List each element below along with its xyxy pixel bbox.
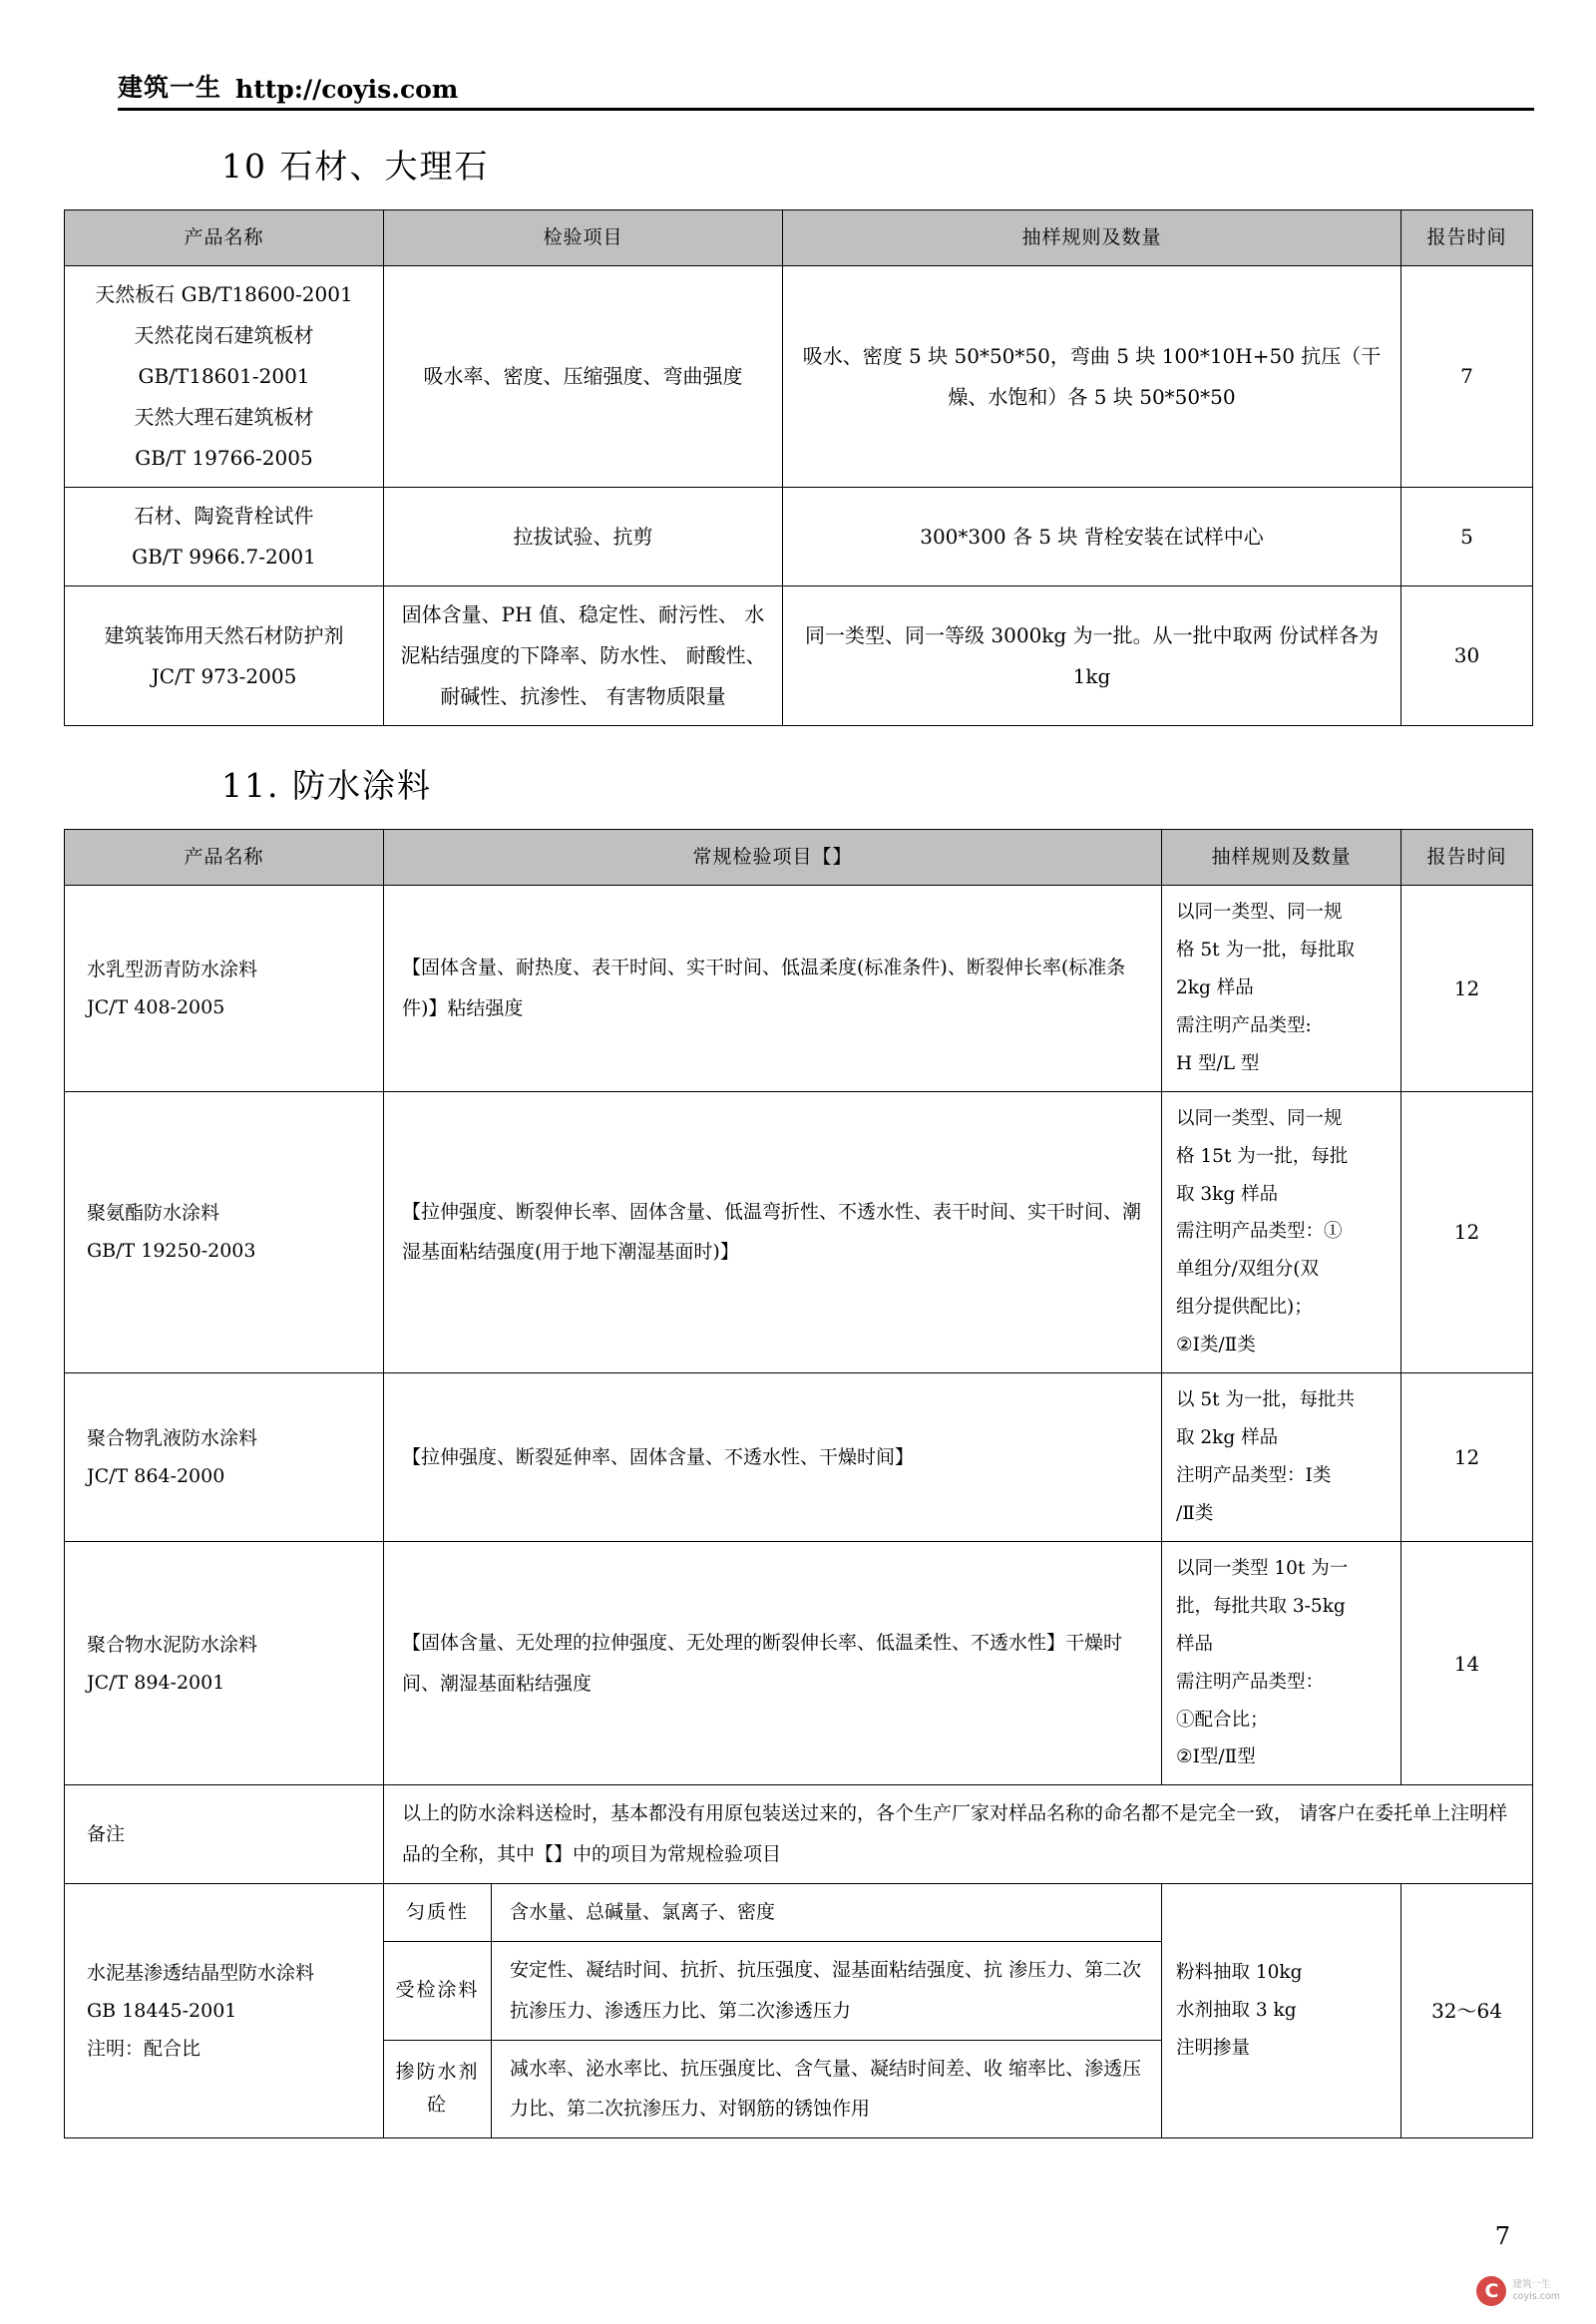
item-line: 有害物质限量 bbox=[605, 684, 726, 709]
rule-line: 2kg 样品 bbox=[1176, 976, 1254, 998]
cell-sampling-rule bbox=[783, 488, 1401, 586]
watermark-line-2: coyis.com bbox=[1512, 2291, 1560, 2302]
cell-subitems-tested-coating bbox=[492, 1941, 1162, 2040]
table-waterproof-coating bbox=[64, 829, 1533, 2138]
cell-subitems-admixture-concrete bbox=[492, 2040, 1162, 2138]
rule-line: 格 5t 为一批，每批取 bbox=[1176, 940, 1355, 962]
table-row-crystalline bbox=[65, 1884, 1533, 1942]
rule-line: ②Ⅰ型/Ⅱ型 bbox=[1176, 1746, 1256, 1768]
table-row bbox=[65, 586, 1533, 726]
rule-line: 以同一类型、同一规 bbox=[1176, 902, 1343, 924]
rule-line: 300*300 各 5 块 背栓安装在试样中心 bbox=[920, 524, 1264, 549]
column-header-sampling: 抽样规则及数量 bbox=[1162, 830, 1401, 886]
cell-product-name bbox=[65, 266, 384, 488]
table-row bbox=[65, 488, 1533, 586]
rule-line: 注明掺量 bbox=[1176, 2038, 1251, 2060]
cell-product-name bbox=[65, 1373, 384, 1542]
product-line: JC/T 864-2000 bbox=[87, 1465, 225, 1487]
product-line: 天然板石 GB/T18600-2001 bbox=[95, 282, 353, 307]
product-line: 石材、陶瓷背栓试件 bbox=[134, 504, 314, 529]
cell-inspection-items: 【拉伸强度、断裂伸长率、固体含量、低温弯折性、不透水性、表干时间、实干时间、潮湿基面粘结强度(用于地下潮湿基面时)】 bbox=[384, 1091, 1162, 1372]
rule-line: 以同一类型 10t 为一 bbox=[1176, 1557, 1349, 1579]
site-brand: 建筑一生 bbox=[118, 73, 222, 102]
rule-line: 以同一类型、同一规 bbox=[1176, 1107, 1343, 1129]
rule-line: 格 15t 为一批，每批 bbox=[1176, 1145, 1349, 1167]
cell-sampling-rule bbox=[1162, 1373, 1401, 1542]
cell-product-name bbox=[65, 488, 384, 586]
item-line: 安定性、凝结时间、抗折、抗压强度、湿基面粘结强度、抗 bbox=[510, 1958, 1003, 1981]
cell-sampling-rule bbox=[1162, 886, 1401, 1092]
rule-line: 需注明产品类型： bbox=[1176, 1671, 1325, 1693]
section-title-stone: 10 石材、大理石 bbox=[221, 147, 490, 186]
cell-sampling-rule bbox=[1162, 1541, 1401, 1785]
table-row bbox=[65, 1541, 1533, 1785]
document-page bbox=[0, 68, 1596, 2324]
rule-line: 以 5t 为一批，每批共 bbox=[1176, 1389, 1355, 1411]
product-line: 建筑装饰用天然石材防护剂 bbox=[104, 622, 344, 647]
table-row bbox=[65, 266, 1533, 488]
site-url: http://coyis.com bbox=[235, 75, 459, 104]
product-line: 水乳型沥青防水涂料 bbox=[87, 958, 258, 980]
product-line: 聚合物水泥防水涂料 bbox=[87, 1633, 258, 1656]
watermark bbox=[1476, 2276, 1560, 2306]
cell-report-days: 14 bbox=[1401, 1541, 1533, 1785]
rule-line: 批，每批共取 3-5kg bbox=[1176, 1595, 1346, 1617]
rule-line: 抗压（干燥、水饱和）各 5 块 50*50*50 bbox=[948, 343, 1382, 409]
rule-line: ①配合比； bbox=[1176, 1709, 1269, 1731]
cell-report-days: 5 bbox=[1401, 488, 1533, 586]
rule-line: 注明产品类型：Ⅰ类 bbox=[1176, 1465, 1332, 1486]
rule-line: 取 3kg 样品 bbox=[1176, 1183, 1279, 1205]
product-line: GB/T 19250-2003 bbox=[87, 1240, 256, 1263]
page-number: 7 bbox=[1494, 2222, 1510, 2250]
watermark-text bbox=[1512, 2279, 1560, 2303]
product-line: GB/T18601-2001 bbox=[138, 364, 310, 389]
rule-line: 水剂抽取 3 kg bbox=[1176, 2000, 1297, 2022]
cell-report-days: 32～64 bbox=[1401, 1884, 1533, 2138]
cell-inspection-items: 【拉伸强度、断裂延伸率、固体含量、不透水性、干燥时间】 bbox=[384, 1373, 1162, 1542]
item-line: 缩率比、渗透压力比、第二次抗渗压力、对钢筋的锈蚀作用 bbox=[510, 2057, 1142, 2121]
cell-sampling-rule bbox=[1162, 1884, 1401, 2138]
note-line: 以上的防水涂料送检时，基本都没有用原包装送过来的，各个生产厂家对样品名称的命名都不是完全一致， bbox=[402, 1802, 1294, 1825]
table-header-row bbox=[65, 210, 1533, 266]
product-line: JC/T 894-2001 bbox=[87, 1671, 225, 1694]
table-stone-marble bbox=[64, 209, 1533, 726]
rule-line: 粉料抽取 10kg bbox=[1176, 1962, 1303, 1984]
rule-line: 单组分/双组分(双 bbox=[1176, 1259, 1319, 1281]
product-line: JC/T 973-2005 bbox=[151, 663, 297, 688]
item-line: 含水量、总碱量、氯离子、密度 bbox=[510, 1901, 776, 1924]
cell-inspection-items: 【固体含量、耐热度、表干时间、实干时间、低温柔度(标准条件)、断裂伸长率(标准条件)】粘结强度 bbox=[384, 886, 1162, 1092]
rule-line: 同一类型、同一等级 3000kg 为一批。从一批中取两 bbox=[805, 622, 1273, 647]
rule-line: 组分提供配比)； bbox=[1176, 1297, 1313, 1319]
cell-inspection-items: 【固体含量、无处理的拉伸强度、无处理的断裂伸长率、低温柔性、不透水性】干燥时间、潮湿基面粘结强度 bbox=[384, 1541, 1162, 1785]
product-line: GB/T 9966.7-2001 bbox=[132, 545, 316, 570]
cell-report-days: 12 bbox=[1401, 886, 1533, 1092]
cell-product-name bbox=[65, 586, 384, 726]
item-line: 固体含量、PH 值、稳定性、耐污性、 bbox=[401, 602, 738, 627]
cell-sampling-rule bbox=[783, 586, 1401, 726]
product-line: 水泥基渗透结晶型防水涂料 bbox=[87, 1962, 315, 1985]
column-header-product: 产品名称 bbox=[65, 210, 384, 266]
product-line: 天然花岗石建筑板材 bbox=[134, 323, 314, 348]
section-title-waterproof-coating: 11. 防水涂料 bbox=[221, 766, 432, 806]
rule-line: 需注明产品类型：① bbox=[1176, 1221, 1343, 1243]
product-line: 天然大理石建筑板材 bbox=[134, 405, 314, 430]
product-line: GB/T 19766-2005 bbox=[135, 446, 313, 471]
column-header-items: 常规检验项目【】 bbox=[384, 830, 1162, 886]
table-row bbox=[65, 1373, 1533, 1542]
item-line: 水泥粘结强度的下降率、防水性、 bbox=[400, 602, 765, 668]
table-row bbox=[65, 1091, 1533, 1372]
item-line: 耐酸性、耐碱性、抗渗性、 bbox=[440, 643, 766, 709]
column-header-product: 产品名称 bbox=[65, 830, 384, 886]
cell-product-name bbox=[65, 1091, 384, 1372]
rule-line: H 型/L 型 bbox=[1176, 1052, 1260, 1074]
rule-line: 取 2kg 样品 bbox=[1176, 1427, 1279, 1449]
table-header-row bbox=[65, 830, 1533, 886]
cell-inspection-items: 吸水率、密度、压缩强度、弯曲强度 bbox=[384, 266, 783, 488]
rule-line: 份试样各为 1kg bbox=[1072, 622, 1379, 688]
rule-line: ②Ⅰ类/Ⅱ类 bbox=[1176, 1335, 1256, 1356]
product-line: GB 18445-2001 bbox=[87, 2000, 237, 2023]
cell-sampling-rule bbox=[783, 266, 1401, 488]
cell-inspection-items: 拉拔试验、抗剪 bbox=[384, 488, 783, 586]
cell-inspection-items bbox=[384, 586, 783, 726]
cell-report-days: 12 bbox=[1401, 1091, 1533, 1372]
cell-sampling-rule bbox=[1162, 1091, 1401, 1372]
cell-subcategory-admixture-concrete: 掺防水剂砼 bbox=[384, 2040, 492, 2138]
table-row-note bbox=[65, 1785, 1533, 1884]
cell-report-days: 12 bbox=[1401, 1373, 1533, 1542]
cell-report-days: 30 bbox=[1401, 586, 1533, 726]
rule-line: 吸水、密度 5 块 50*50*50，弯曲 5 块 100*10H+50 bbox=[802, 343, 1295, 368]
cell-report-days: 7 bbox=[1401, 266, 1533, 488]
cell-subitems-uniformity bbox=[492, 1884, 1162, 1942]
product-line: 聚合物乳液防水涂料 bbox=[87, 1427, 258, 1449]
column-header-sampling: 抽样规则及数量 bbox=[783, 210, 1401, 266]
cell-product-name bbox=[65, 886, 384, 1092]
product-line: JC/T 408-2005 bbox=[87, 995, 225, 1018]
table-row bbox=[65, 886, 1533, 1092]
product-line: 注明：配合比 bbox=[87, 2038, 201, 2061]
cell-note-body bbox=[384, 1785, 1533, 1884]
note-line: 请客户在委托单上注明样品的全称，其中【】中的项目为常规检验项目 bbox=[402, 1802, 1508, 1866]
column-header-report-time: 报告时间 bbox=[1401, 210, 1533, 266]
column-header-items: 检验项目 bbox=[384, 210, 783, 266]
site-header bbox=[118, 68, 1534, 111]
rule-line: 需注明产品类型: bbox=[1176, 1014, 1312, 1036]
rule-line: 样品 bbox=[1176, 1633, 1214, 1655]
cell-product-name bbox=[65, 1884, 384, 2138]
item-line: 减水率、泌水率比、抗压强度比、含气量、凝结时间差、收 bbox=[510, 2057, 1003, 2080]
product-line: 聚氨酯防水涂料 bbox=[87, 1202, 220, 1225]
watermark-line-1: 建筑一生 bbox=[1512, 2279, 1551, 2291]
cell-subcategory-tested-coating: 受检涂料 bbox=[384, 1941, 492, 2040]
column-header-report-time: 报告时间 bbox=[1401, 830, 1533, 886]
cell-note-label: 备注 bbox=[65, 1785, 384, 1884]
item-line: 渗压力、第二次抗渗压力、渗透压力比、第二次渗透压力 bbox=[510, 1958, 1142, 2022]
cell-subcategory-uniformity: 匀质性 bbox=[384, 1884, 492, 1942]
rule-line: /Ⅱ类 bbox=[1176, 1502, 1214, 1524]
watermark-logo-icon: C bbox=[1476, 2276, 1506, 2306]
cell-product-name bbox=[65, 1541, 384, 1785]
